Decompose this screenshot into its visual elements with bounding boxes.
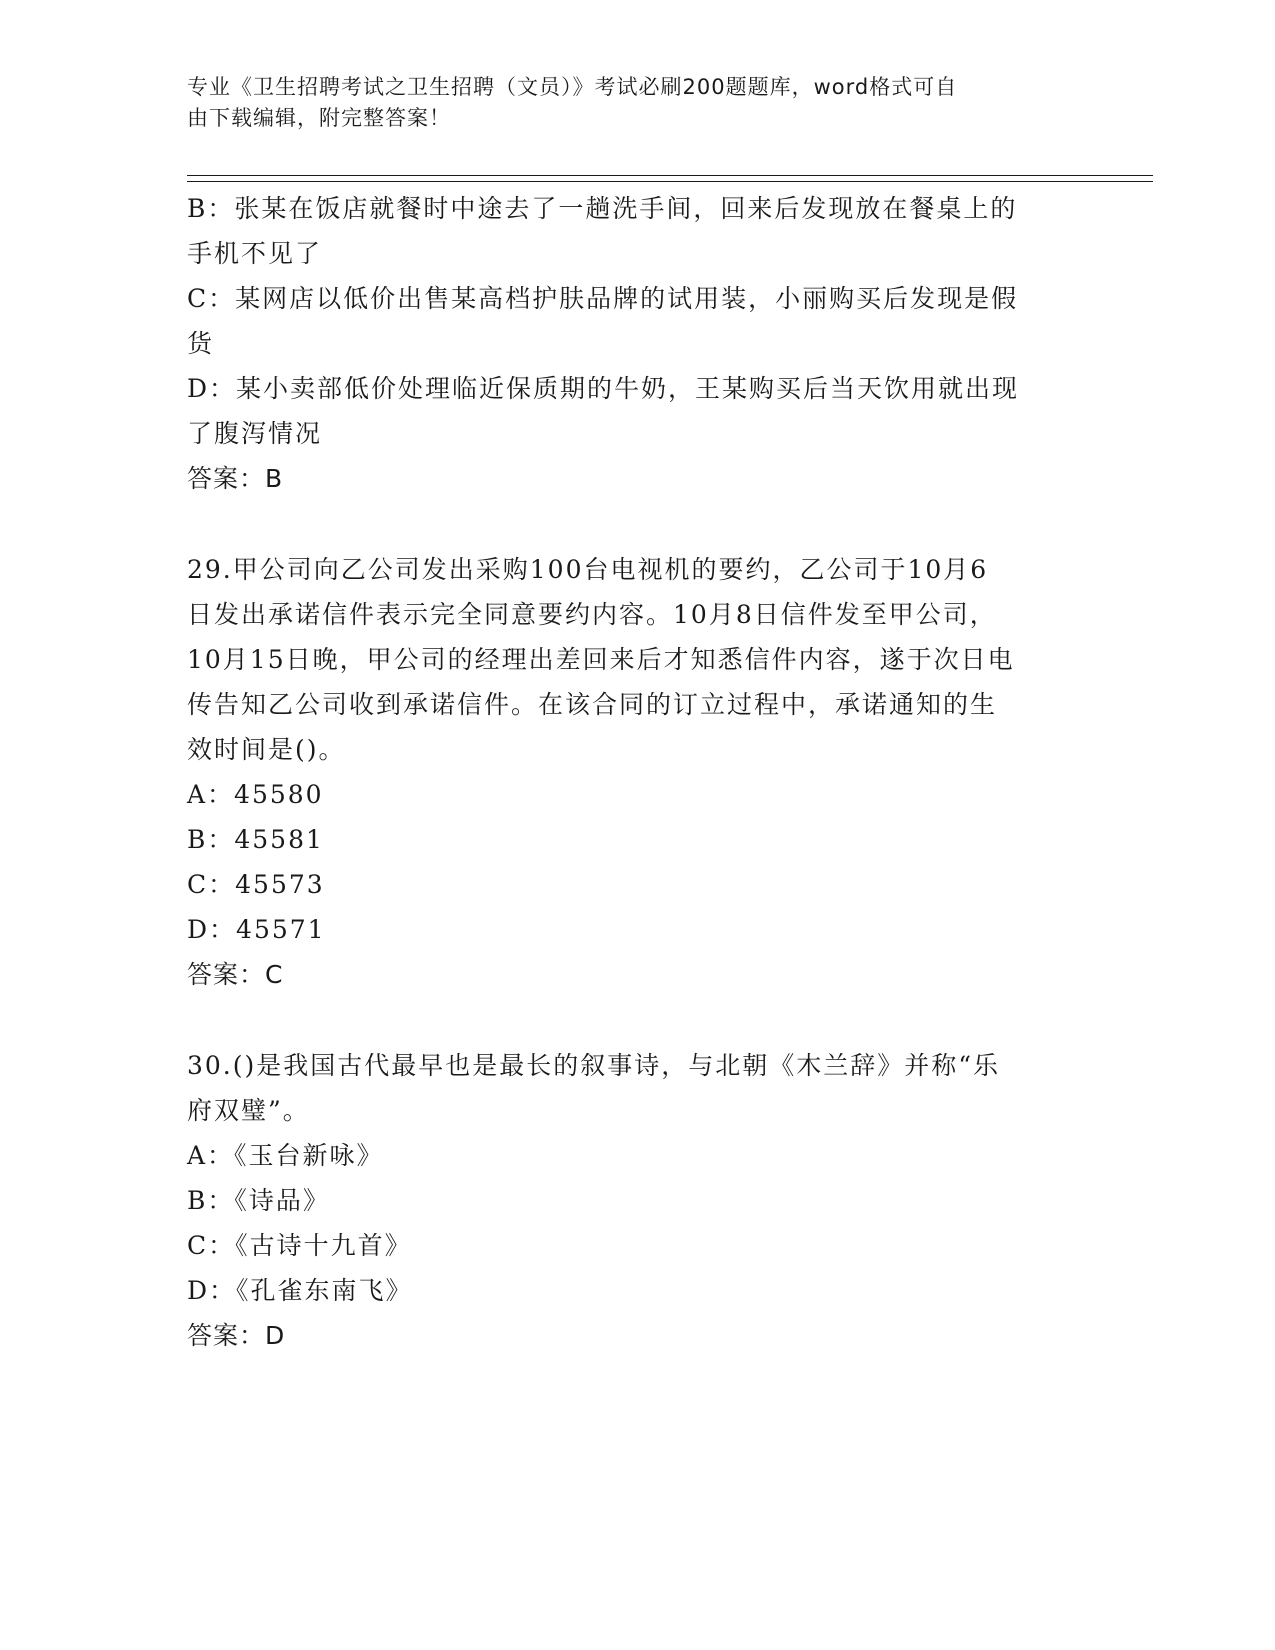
header-divider-top xyxy=(187,175,1153,176)
option-a: A：《玉台新咏》 xyxy=(187,1141,384,1170)
header-divider-bottom xyxy=(187,181,1153,182)
question-stem-line: 30.()是我国古代最早也是最长的叙事诗，与北朝《木兰辞》并称“乐 xyxy=(187,1051,1001,1080)
question-spacer xyxy=(187,997,1087,1043)
option-b: B：《诗品》 xyxy=(187,1186,330,1215)
question-stem-line: 10月15日晚，甲公司的经理出差回来后才知悉信件内容，遂于次日电 xyxy=(187,645,1015,674)
option-c: C：《古诗十九首》 xyxy=(187,1231,412,1260)
answer-line: 答案：C xyxy=(187,960,284,989)
question-stem-line: 日发出承诺信件表示完全同意要约内容。10月8日信件发至甲公司， xyxy=(187,600,997,629)
question-stem-line: 效时间是()。 xyxy=(187,735,346,764)
document-header xyxy=(187,72,1067,134)
option-b-line: B：张某在饭店就餐时中途去了一趟洗手间，回来后发现放在餐桌上的 xyxy=(187,194,1018,223)
option-c-line: 货 xyxy=(187,329,215,358)
option-c-line: C：某网店以低价出售某高档护肤品牌的试用装，小丽购买后发现是假 xyxy=(187,284,1019,313)
question-stem-line: 传告知乙公司收到承诺信件。在该合同的订立过程中，承诺通知的生 xyxy=(187,690,998,719)
option-a: A：45580 xyxy=(187,780,324,809)
option-d: D：45571 xyxy=(187,915,326,944)
question-30 xyxy=(187,1043,1087,1358)
option-d-line: D：某小卖部低价处理临近保质期的牛奶，王某购买后当天饮用就出现 xyxy=(187,374,1020,403)
answer-line: 答案：D xyxy=(187,1321,286,1350)
option-c: C：45573 xyxy=(187,870,325,899)
question-29 xyxy=(187,547,1087,997)
option-d: D：《孔雀东南飞》 xyxy=(187,1276,413,1305)
question-stem-line: 29.甲公司向乙公司发出采购100台电视机的要约，乙公司于10月6 xyxy=(187,555,989,584)
header-line-1: 专业《卫生招聘考试之卫生招聘（文员）》考试必刷200题题库，word格式可自 xyxy=(187,75,958,99)
question-stem-line: 府双璧”。 xyxy=(187,1096,310,1125)
document-content xyxy=(187,186,1087,1358)
option-b: B：45581 xyxy=(187,825,324,854)
option-d-line: 了腹泻情况 xyxy=(187,419,323,448)
question-spacer xyxy=(187,501,1087,547)
question-28-continued xyxy=(187,186,1087,501)
answer-line: 答案：B xyxy=(187,464,284,493)
header-line-2: 由下载编辑，附完整答案！ xyxy=(187,106,451,130)
option-b-line: 手机不见了 xyxy=(187,239,323,268)
